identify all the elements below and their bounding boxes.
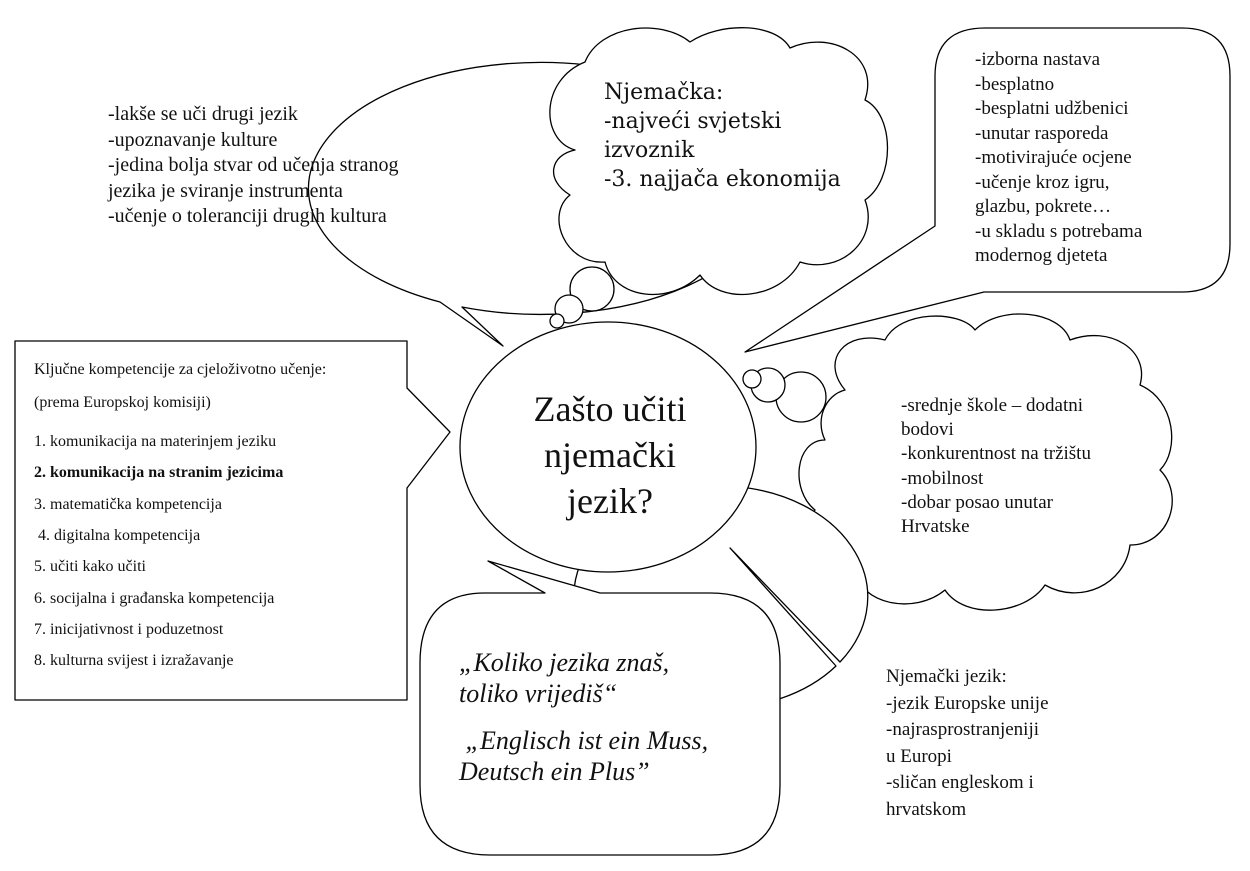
right-cloud-line: Hrvatske <box>901 516 970 538</box>
right-cloud-line: -mobilnost <box>901 467 984 489</box>
competency-item: 6. socijalna i građanska kompetencija <box>34 590 275 607</box>
top-left-line: -jedina bolja stvar od učenja stranog <box>108 154 399 176</box>
right-cloud-line: -dobar posao unutar <box>901 491 1053 513</box>
competencies-subtitle: (prema Europskoj komisiji) <box>34 394 211 411</box>
right-cloud-line: -srednje škole – dodatni <box>901 395 1084 416</box>
top-right-line: -besplatno <box>975 73 1055 95</box>
top-cloud-line: izvoznik <box>604 138 695 163</box>
top-right-line: -izborna nastava <box>975 49 1101 70</box>
right-cloud-line: -konkurentnost na tržištu <box>901 443 1091 465</box>
central-question-line-2: njemački <box>544 435 676 475</box>
top-cloud-text <box>604 78 841 194</box>
central-question <box>470 386 750 524</box>
central-question-line-3: jezik? <box>567 481 653 521</box>
bottom-right-line: Njemački jezik: <box>886 666 1007 687</box>
top-right-line: -besplatni udžbenici <box>975 98 1129 119</box>
top-left-bubble-text <box>108 102 398 230</box>
top-cloud-line: -3. najjača ekonomija <box>604 167 841 192</box>
top-cloud-small-circle-3 <box>550 314 564 328</box>
competency-item: 1. komunikacija na materinjem jeziku <box>34 433 277 450</box>
quote-2-line-1: „Englisch ist ein Muss, <box>459 726 709 755</box>
bottom-right-line: hrvatskom <box>886 798 967 820</box>
bottom-right-bubble-text <box>886 664 1049 823</box>
competency-item: 3. matematička kompetencija <box>34 496 222 513</box>
top-left-line: -lakše se uči drugi jezik <box>108 103 298 125</box>
quote-1-line-1: „Koliko jezika znaš, <box>459 648 670 677</box>
top-right-line: -unutar rasporeda <box>975 122 1109 144</box>
top-right-line: -učenje kroz igru, <box>975 171 1110 193</box>
top-left-line: -upoznavanje kulture <box>108 128 278 151</box>
quotes-text <box>459 647 708 787</box>
bottom-right-line: -jezik Europske unije <box>886 692 1049 714</box>
competency-item-highlighted: 2. komunikacija na stranim jezicima <box>34 464 284 481</box>
right-cloud-line: bodovi <box>901 419 954 441</box>
competency-item: 4. digitalna kompetencija <box>34 527 201 544</box>
quote-1-line-2: toliko vrijediš“ <box>459 679 618 708</box>
top-left-line: -učenje o toleranciji drugih kultura <box>108 205 387 227</box>
top-right-line: -u skladu s potrebama <box>975 220 1143 242</box>
top-cloud-line: Njemačka: <box>604 80 724 105</box>
top-right-line: glazbu, pokrete… <box>975 196 1112 217</box>
bottom-right-line: -najrasprostranjeniji <box>886 719 1040 740</box>
competencies-title: Ključne kompetencije za cjeloživotno učenje: <box>34 361 327 378</box>
central-question-line-1: Zašto učiti <box>533 389 687 429</box>
quote-2-line-2: Deutsch ein Plus” <box>459 757 650 786</box>
bottom-right-line: u Europi <box>886 745 952 767</box>
top-left-line: jezika je sviranje instrumenta <box>108 179 343 202</box>
competency-item: 5. učiti kako učiti <box>34 558 146 575</box>
top-cloud-line: -najveći svjetski <box>604 109 782 134</box>
competency-item: 8. kulturna svijest i izražavanje <box>34 652 234 669</box>
competency-item: 7. inicijativnost i poduzetnost <box>34 621 224 638</box>
right-cloud-text <box>901 394 1091 539</box>
top-right-line: -motivirajuće ocjene <box>975 147 1132 168</box>
top-right-line: modernog djeteta <box>975 245 1108 266</box>
top-right-box-text <box>975 48 1142 269</box>
bottom-right-line: -sličan engleskom i <box>886 772 1034 793</box>
